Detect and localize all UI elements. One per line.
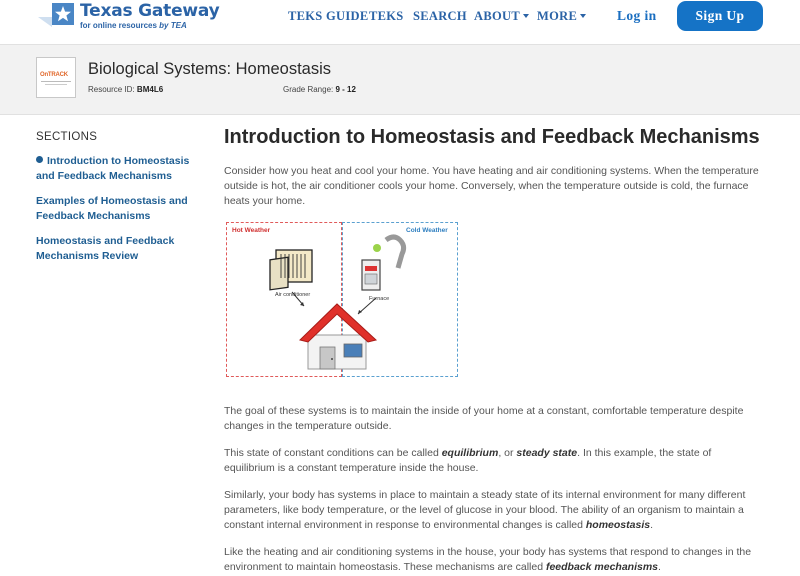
intro-paragraph: Consider how you heat and cool your home. You have heating and air conditioning systems. When the temperature outside is hot, the air conditioner cools your home. Conversely, when the temperature outside is cold, the furnace heats your home.: [224, 165, 759, 207]
goal-paragraph: The goal of these systems is to maintain the inside of your home at a constant, comfortable temperature despite changes in the temperature outside.: [224, 405, 744, 432]
chevron-down-icon: [580, 14, 586, 18]
resource-title: Biological Systems: Homeostasis: [88, 60, 332, 78]
sidebar-item-review[interactable]: [36, 234, 206, 264]
texas-gateway-logo[interactable]: [38, 0, 238, 34]
air-conditioner-icon: [270, 250, 312, 290]
homeostasis-text-b: .: [650, 519, 654, 531]
ontrack-logo-rule-2: [45, 84, 67, 85]
equilibrium-text-c: . In this example, the state of equilibrium is a constant temperature inside the house.: [224, 447, 712, 474]
top-nav: [0, 0, 800, 44]
nav-more-label: MORE: [537, 9, 578, 23]
nav-teks-guide-label: TEKS GUIDE: [288, 9, 369, 23]
resource-id-value: BM4L6: [136, 85, 164, 94]
feedback-text-a: Like the heating and air conditioning systems in the house, your body has systems that respond to changes in the environment to maintain homeostasis. These mechanisms are called: [224, 546, 752, 573]
feedback-paragraph: [224, 545, 764, 575]
house-icon: [300, 304, 376, 369]
signup-button[interactable]: Sign Up: [677, 1, 763, 31]
term-homeostasis: homeostasis: [585, 519, 651, 531]
page-title: Introduction to Homeostasis and Feedback Mechanisms: [224, 126, 760, 148]
logo-subtitle: [80, 21, 187, 30]
nav-search[interactable]: [413, 9, 467, 24]
ontrack-logo: [36, 57, 76, 98]
term-feedback-mechanisms: feedback mechanisms: [545, 561, 659, 573]
homeostasis-text-a: Similarly, your body has systems in place to maintain a steady state of its internal environment for many different parameters, like body temperature, or the level of glucose in your blood. The ability of an organism to maintain a constant internal environment in response to environmental changes is called: [224, 489, 746, 531]
sidebar-item-label: Examples of Homeostasis and Feedback Mechanisms: [36, 195, 188, 222]
sidebar-item-examples[interactable]: [36, 194, 206, 224]
nav-teks-label: TEKS: [369, 9, 404, 23]
air-conditioner-caption: Air conditioner: [275, 292, 311, 298]
equilibrium-text-a: This state of constant conditions can be called: [224, 447, 442, 459]
nav-teks-guide[interactable]: [288, 9, 368, 24]
feedback-text-b: .: [658, 561, 661, 573]
logo-fold-shape: [38, 17, 52, 27]
hot-cold-weather-figure: [226, 222, 459, 378]
hot-weather-label: Hot Weather: [232, 227, 271, 234]
furnace-icon: [362, 237, 404, 290]
ontrack-logo-text: OnTRACK: [40, 72, 68, 78]
active-bullet-icon: [36, 156, 43, 163]
login-link[interactable]: Log in: [617, 8, 657, 23]
grade-range-label: Grade Range:: [283, 85, 334, 94]
equilibrium-text-b: , or: [498, 447, 517, 459]
house-illustration: [226, 222, 459, 378]
sections-heading: SECTIONS: [36, 131, 98, 143]
equilibrium-paragraph: [224, 446, 764, 476]
grade-range: [283, 85, 356, 94]
grade-range-value: 9 - 12: [335, 85, 356, 94]
term-equilibrium: equilibrium: [441, 447, 499, 459]
resource-id-label: Resource ID:: [88, 85, 135, 94]
resource-banner: [0, 44, 800, 115]
furnace-caption: Furnace: [369, 296, 390, 302]
star-icon: [52, 3, 74, 25]
nav-more[interactable]: [537, 9, 586, 24]
logo-by-text: by TEA: [159, 21, 187, 30]
logo-title: Texas Gateway: [80, 1, 220, 21]
sidebar-item-label: Introduction to Homeostasis and Feedback Mechanisms: [36, 155, 190, 182]
chevron-down-icon: [523, 14, 529, 18]
sidebar-item-introduction[interactable]: [36, 154, 206, 184]
sidebar-item-label: Homeostasis and Feedback Mechanisms Review: [36, 235, 175, 262]
homeostasis-paragraph: [224, 488, 764, 533]
cold-weather-label: Cold Weather: [406, 227, 448, 234]
nav-search-label: SEARCH: [413, 9, 467, 23]
resource-id: [88, 85, 163, 94]
nav-teks[interactable]: [369, 9, 404, 24]
logo-subtitle-text: for online resources: [80, 21, 157, 30]
nav-about[interactable]: [474, 9, 529, 24]
term-steady-state: steady state: [516, 447, 578, 459]
nav-about-label: ABOUT: [474, 9, 520, 23]
ontrack-logo-rule: [41, 81, 71, 82]
